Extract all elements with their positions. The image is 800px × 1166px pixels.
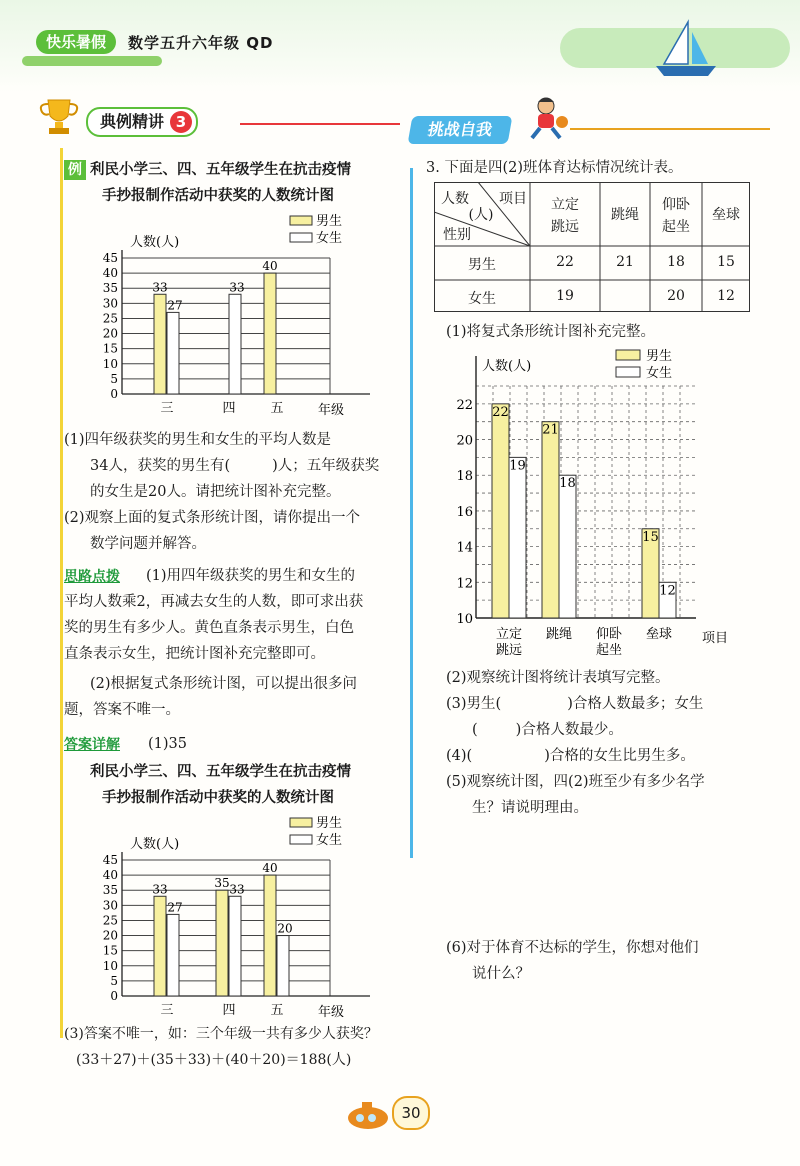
table-cell: 20	[667, 288, 685, 304]
hint-line3: 奖的男生有多少人。黄色直条表示男生，白色	[64, 620, 354, 636]
bar-girls	[559, 475, 576, 618]
problem3-q2: (2)观察统计图将统计表填写完整。	[446, 670, 670, 686]
hint-line2: 平均人数乘2，再减去女生的人数，即可求出获	[64, 594, 364, 610]
example-tag: 例	[64, 160, 86, 180]
y-tick-label: 10	[102, 958, 118, 973]
legend-label-girls: 女生	[316, 231, 343, 246]
legend-label-girls: 女生	[316, 833, 343, 848]
section-title-label: 典例精讲	[100, 112, 165, 131]
section-title-challenge: 挑战自我	[408, 116, 513, 144]
section-divider	[240, 123, 400, 125]
problem3-q6-line1: (6)对于体育不达标的学生，你想对他们	[446, 940, 699, 956]
fitness-bar-chart	[440, 346, 740, 662]
example-q1-line2	[90, 456, 379, 476]
bar-boys	[264, 273, 276, 394]
bar-girls	[277, 936, 289, 996]
table-cell: 22	[556, 254, 574, 270]
hint-line1: (1)用四年级获奖的男生和女生的	[146, 568, 356, 584]
legend-swatch-boys	[290, 216, 312, 225]
trophy-icon	[36, 96, 82, 138]
bar-boys	[154, 294, 166, 394]
x-category-label: 五	[270, 401, 284, 416]
leaf-decoration	[22, 56, 162, 66]
legend-label-boys: 男生	[646, 349, 673, 364]
problem3-q5-line2: 生？请说明理由。	[472, 800, 588, 816]
table-header-long-jump: 立定 跳远	[551, 197, 579, 235]
answer-chart-title-line1: 利民小学三、四、五年级学生在抗击疫情	[90, 764, 351, 780]
bar-value-label: 22	[492, 404, 509, 420]
bar-value-label: 33	[229, 882, 245, 897]
x-category-label: 立定	[495, 627, 523, 642]
y-tick-label: 0	[110, 989, 118, 1003]
example-q1-part-b: )人；五年级获奖	[272, 458, 380, 474]
bar-value-label: 20	[277, 921, 293, 936]
section-title-examples	[86, 107, 198, 137]
y-tick-label: 0	[110, 387, 118, 401]
y-tick-label: 45	[102, 853, 118, 867]
table-cell: 12	[717, 288, 735, 304]
legend-swatch-boys	[616, 350, 640, 360]
legend-swatch-girls	[616, 367, 640, 377]
problem3-q3-line2: ( )合格人数最少。	[472, 722, 623, 738]
x-category-label: 四	[222, 401, 236, 416]
y-tick-label: 12	[456, 576, 473, 592]
answer-part1: (1)35	[148, 736, 187, 752]
y-tick-label: 20	[102, 928, 118, 943]
column-accent	[410, 168, 413, 858]
legend-swatch-girls	[290, 835, 312, 844]
y-tick-label: 35	[102, 281, 118, 296]
bar-value-label: 35	[214, 876, 230, 891]
legend-label-boys: 男生	[316, 816, 343, 831]
page-number: 30	[392, 1096, 430, 1130]
problem3-q1: (1)将复式条形统计图补充完整。	[446, 324, 656, 340]
x-category-label: 跳绳	[545, 627, 573, 642]
y-tick-label: 14	[456, 540, 473, 556]
brand-badge: 快乐暑假	[36, 30, 116, 54]
bar-girls	[167, 914, 179, 996]
table-cell: 21	[616, 254, 634, 270]
x-category-label: 起坐	[595, 643, 623, 658]
y-tick-label: 18	[456, 469, 473, 485]
x-axis-label: 年级	[318, 1005, 345, 1020]
y-tick-label: 40	[102, 266, 118, 281]
bar-value-label: 33	[152, 882, 168, 897]
problem3-q5-line1: (5)观察统计图，四(2)班至少有多少名学	[446, 774, 705, 790]
x-category-label: 仰卧	[595, 627, 623, 642]
answer-tag: 答案详解	[64, 737, 120, 753]
example-q1-line3: 的女生是20人。请把统计图补充完整。	[90, 484, 341, 500]
bar-girls	[229, 294, 241, 394]
y-tick-label: 30	[102, 898, 118, 913]
bar-value-label: 27	[167, 900, 183, 915]
y-tick-label: 15	[102, 341, 118, 356]
x-axis-label: 年级	[318, 403, 345, 418]
table-row-label-boys: 男生	[468, 257, 496, 273]
table-cell: 18	[667, 254, 685, 270]
table-header-rope: 跳绳	[611, 207, 639, 223]
bar-value-label: 12	[659, 583, 676, 599]
y-tick-label: 5	[110, 973, 118, 988]
table-cell: 19	[556, 288, 574, 304]
legend-swatch-girls	[290, 233, 312, 242]
hint-line6: 题，答案不唯一。	[64, 702, 180, 718]
table-header-situps: 仰卧 起坐	[662, 197, 690, 235]
y-axis-label: 人数(人)	[482, 359, 532, 374]
x-axis-label: 项目	[702, 631, 729, 646]
y-tick-label: 5	[110, 371, 118, 386]
problem3-stem: 3. 下面是四(2)班体育达标情况统计表。	[426, 160, 683, 176]
submarine-icon	[346, 1098, 390, 1132]
bar-value-label: 21	[542, 422, 559, 438]
bar-value-label: 33	[229, 280, 245, 295]
y-tick-label: 25	[102, 913, 118, 928]
example-q1-line1: (1)四年级获奖的男生和女生的平均人数是	[64, 432, 332, 448]
table-corner-count: 人数	[441, 191, 469, 207]
fitness-table	[434, 182, 750, 312]
x-category-label: 垒球	[645, 627, 673, 642]
y-tick-label: 45	[102, 251, 118, 265]
example-q2-line1: (2)观察上面的复式条形统计图，请你提出一个	[64, 510, 361, 526]
bar-value-label: 33	[152, 280, 168, 295]
y-tick-label: 20	[102, 326, 118, 341]
y-tick-label: 10	[102, 356, 118, 371]
answer-part3-line1: (3)答案不唯一，如：三个年级一共有多少人获奖？	[64, 1026, 378, 1042]
answer-chart-title-line2: 手抄报制作活动中获奖的人数统计图	[102, 790, 334, 806]
problem3-q4: (4)( )合格的女生比男生多。	[446, 748, 695, 764]
section-number: 3	[170, 111, 192, 133]
bar-girls	[167, 312, 179, 394]
hint-tag: 思路点拨	[64, 569, 120, 585]
runner-icon	[522, 96, 570, 140]
bar-value-label: 40	[262, 259, 278, 274]
bar-boys	[264, 875, 276, 996]
bar-girls	[509, 457, 526, 618]
bar-value-label: 18	[559, 476, 576, 492]
table-cell: 15	[717, 254, 735, 270]
section-divider	[570, 128, 770, 130]
y-axis-label: 人数(人)	[130, 235, 180, 250]
legend-swatch-boys	[290, 818, 312, 827]
x-category-label: 四	[222, 1003, 236, 1018]
problem3-q3-line1: (3)男生( )合格人数最多；女生	[446, 696, 704, 712]
x-category-label: 三	[160, 1003, 174, 1018]
example-q1-part-a: 34人，获奖的男生有(	[90, 458, 231, 474]
y-tick-label: 40	[102, 868, 118, 883]
column-accent	[60, 148, 63, 1038]
y-tick-label: 30	[102, 296, 118, 311]
example-title-line1: 利民小学三、四、五年级学生在抗击疫情	[90, 162, 351, 178]
bar-boys	[492, 404, 509, 618]
legend-label-girls: 女生	[646, 366, 673, 381]
table-row-label-girls: 女生	[468, 291, 496, 307]
y-axis-label: 人数(人)	[130, 837, 180, 852]
bar-value-label: 15	[642, 529, 659, 545]
example-bar-chart	[80, 208, 380, 423]
x-category-label: 跳远	[495, 643, 523, 658]
y-tick-label: 16	[456, 504, 473, 520]
hint-line4: 直条表示女生，把统计图补充完整即可。	[64, 646, 325, 662]
y-tick-label: 20	[456, 433, 473, 449]
bar-value-label: 40	[262, 861, 278, 876]
y-tick-label: 35	[102, 883, 118, 898]
table-header-softball: 垒球	[712, 207, 740, 223]
table-corner-gender: 性别	[443, 227, 471, 243]
example-q2-line2: 数学问题并解答。	[90, 536, 206, 552]
bar-girls	[229, 896, 241, 996]
answer-bar-chart	[80, 810, 380, 1025]
bar-value-label: 27	[167, 298, 183, 313]
y-tick-label: 10	[456, 612, 473, 627]
sailboat-icon	[650, 18, 720, 82]
hint-line5: (2)根据复式条形统计图，可以提出很多问	[90, 676, 358, 692]
y-tick-label: 22	[456, 397, 473, 413]
x-category-label: 三	[160, 401, 174, 416]
legend-label-boys: 男生	[316, 214, 343, 229]
x-category-label: 五	[270, 1003, 284, 1018]
problem3-q6-line2: 说什么？	[472, 966, 530, 982]
bar-value-label: 19	[509, 458, 526, 474]
y-tick-label: 25	[102, 311, 118, 326]
y-tick-label: 15	[102, 943, 118, 958]
bar-boys	[216, 890, 228, 996]
answer-part3-line2: (33＋27)＋(35＋33)＋(40＋20)＝188(人)	[76, 1052, 352, 1068]
header-title: 数学五升六年级 QD	[128, 34, 274, 52]
bar-boys	[542, 422, 559, 618]
table-corner-unit: (人)	[468, 207, 494, 223]
table-corner-project: 项目	[499, 191, 527, 207]
bar-boys	[154, 896, 166, 996]
example-title-line2: 手抄报制作活动中获奖的人数统计图	[102, 188, 334, 204]
